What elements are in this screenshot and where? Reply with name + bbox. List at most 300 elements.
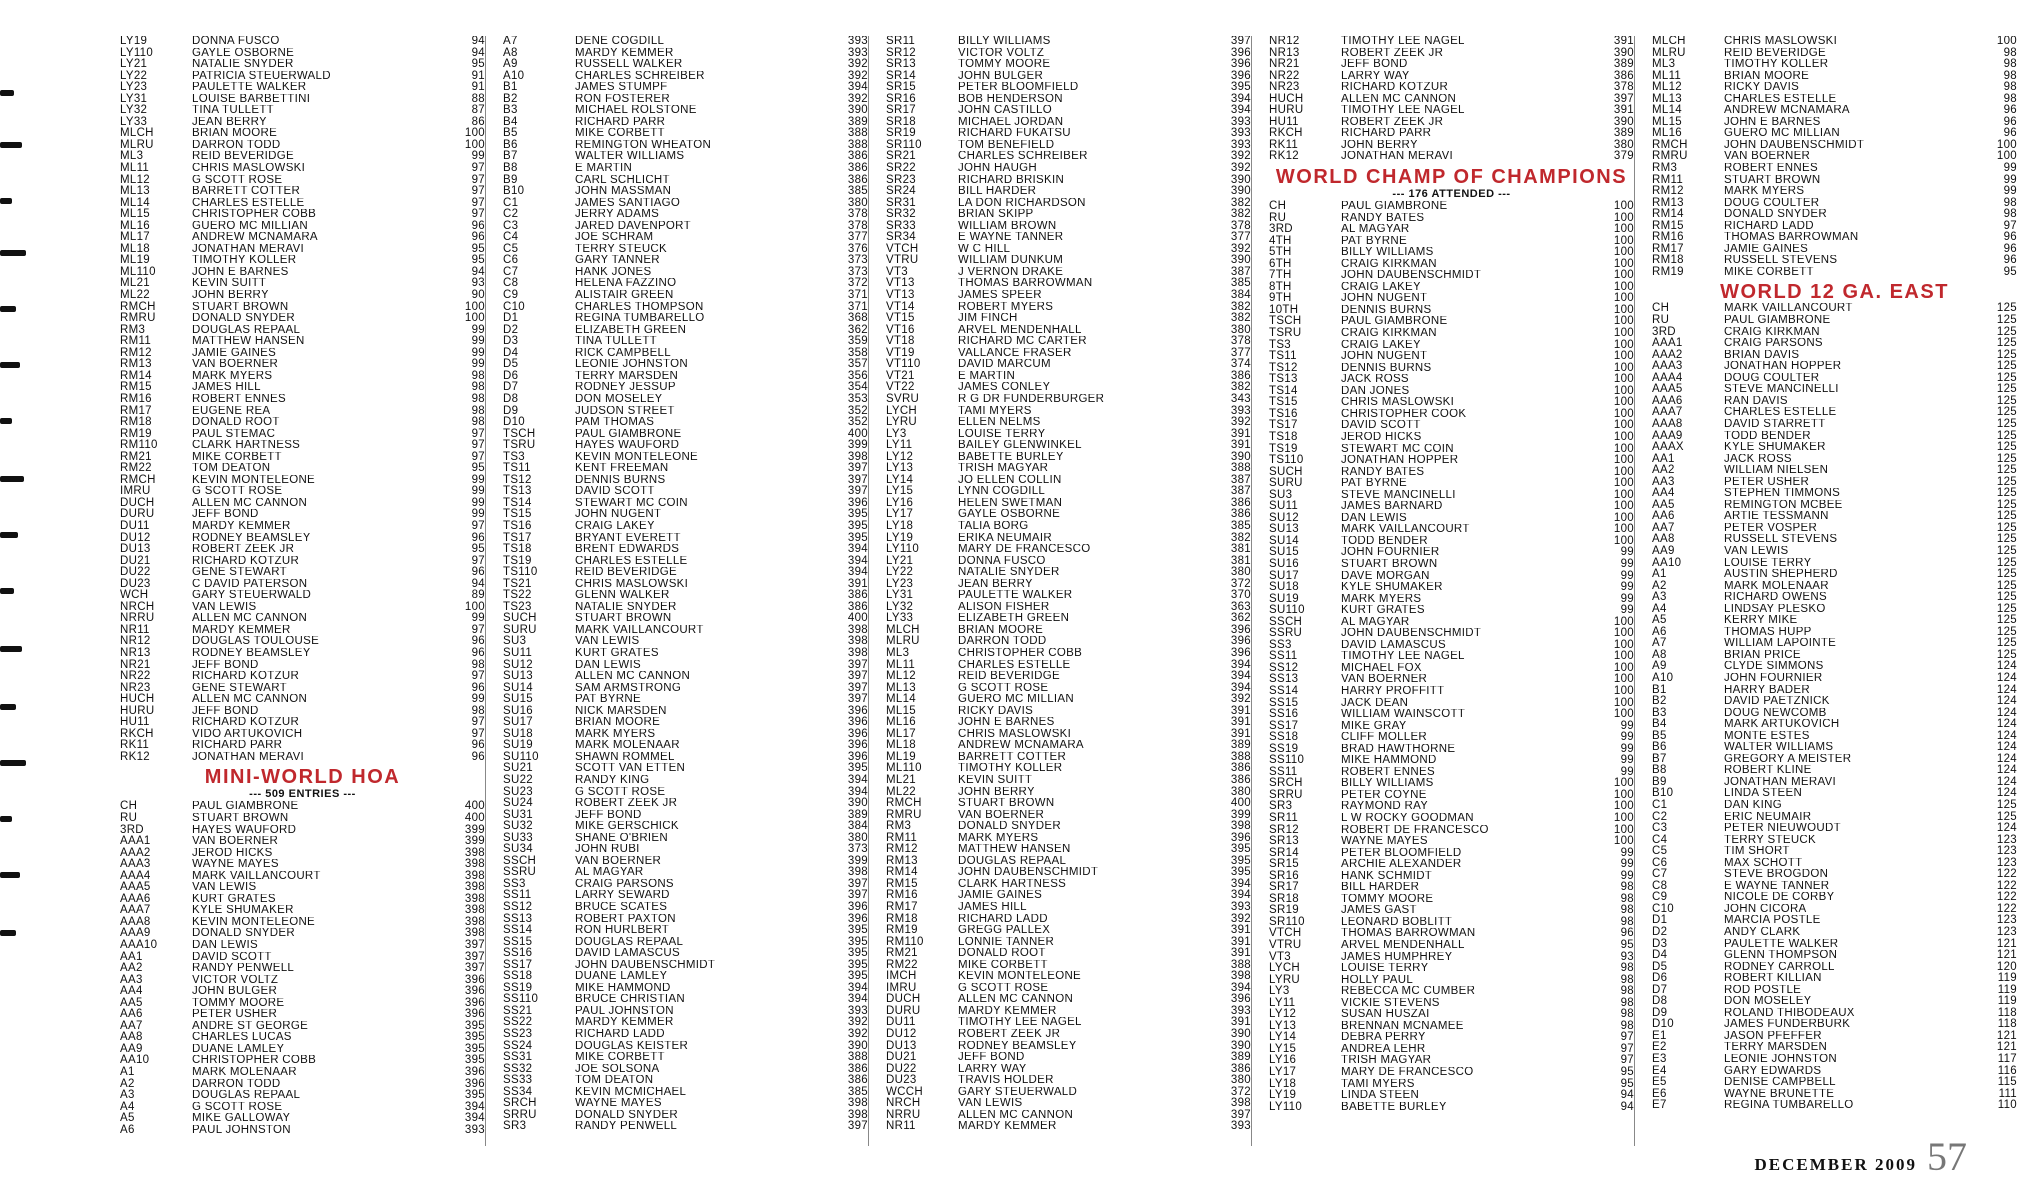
class-code: LY14 [886,473,914,486]
result-row [120,1055,485,1067]
result-row [1652,327,2017,339]
shooter-name: BRIAN PRICE [1724,649,1801,661]
entries-count: --- 509 ENTRIES --- [249,788,356,801]
class-code: SS34 [503,1085,533,1098]
class-code: SS31 [503,1051,533,1064]
class-code: SS11 [1269,765,1298,778]
class-code: VT13 [886,277,915,290]
score: 98 [471,416,485,429]
shooter-name: JAMIE GAINES [958,890,1043,902]
shooter-name: PETER USHER [192,1009,278,1021]
class-code: 3RD [1652,325,1676,338]
shooter-name: ALLEN MC CANNON [575,671,691,683]
shooter-name: CHRIS MASLOWSKI [192,163,306,175]
result-row [1652,858,2017,870]
score: 398 [847,635,868,648]
shooter-name: VAN BOERNER [958,809,1045,821]
shooter-name: L W ROCKY GOODMAN [1341,813,1474,824]
result-row [1652,985,2017,997]
shooter-name: WALTER WILLIAMS [575,151,685,163]
class-code: RM13 [1652,196,1684,209]
shooter-name: EUGENE REA [192,405,271,417]
class-code: RM12 [886,843,918,856]
class-code: 5TH [1269,246,1292,259]
class-code: RK12 [1269,150,1299,163]
score: 100 [1613,373,1634,386]
class-code: A6 [120,1123,135,1136]
result-row [120,660,485,672]
class-code: AAA1 [120,835,151,848]
shooter-name: KYLE SHUMAKER [1341,582,1443,594]
score: 395 [1230,866,1251,879]
score: 395 [464,1042,485,1055]
shooter-name: KEVIN MCMICHAEL [575,1086,687,1098]
class-code: C7 [1652,868,1668,881]
binding-edge-marks [0,80,30,980]
score: 397 [847,681,868,694]
result-row [1652,105,2017,117]
result-row [886,810,1251,822]
result-row [120,1079,485,1091]
score: 397 [464,950,485,963]
shooter-name: PAUL STEMAC [192,428,276,440]
score: 385 [847,1085,868,1098]
shooter-name: JOHN DAUBENSCHMIDT [1724,139,1865,151]
result-row [503,821,868,833]
result-row [503,556,868,568]
result-row [503,590,868,602]
shooter-name: WAYNE BRUNETTE [1724,1088,1835,1100]
score: 378 [847,219,868,232]
shooter-name: DARRON TODD [192,1078,281,1090]
shooter-name: ELIZABETH GREEN [575,324,687,336]
result-row [1652,881,2017,893]
shooter-name: CHARLES ESTELLE [958,659,1071,671]
score: 124 [1996,706,2017,719]
shooter-name: JAMES HILL [192,382,261,394]
class-code: VT21 [886,369,915,382]
shooter-name: BILL HARDER [958,186,1037,198]
class-code: ML15 [120,208,150,221]
shooter-name: JEFF BOND [192,509,259,521]
shooter-name: DAVID SCOTT [575,486,655,498]
result-row [886,752,1251,764]
score: 122 [1996,902,2017,915]
class-code: RKCH [1269,127,1303,140]
result-row [503,209,868,221]
shooter-name: PAULETTE WALKER [192,82,307,94]
result-row [503,406,868,418]
result-row [120,71,485,83]
score: 100 [464,138,485,151]
result-row [503,302,868,314]
shooter-name: PAT BYRNE [1341,235,1407,247]
class-code: LY19 [120,36,148,47]
shooter-name: KEVIN MONTELEONE [192,474,316,486]
shooter-name: GUERO MC MILLIAN [1724,128,1840,140]
class-code: SR110 [1269,915,1305,928]
score: 125 [1996,302,2017,315]
shooter-name: MIKE HAMMOND [575,982,671,994]
result-row [120,940,485,952]
result-row [886,475,1251,487]
result-row [1269,490,1634,502]
score: 396 [847,716,868,729]
result-row [886,1029,1251,1041]
score: 96 [471,531,485,544]
score: 393 [847,46,868,59]
shooter-name: DENNIS BURNS [1341,362,1432,374]
shooter-name: ERIKA NEUMAIR [958,532,1053,544]
score: 97 [471,623,485,636]
class-code: SS110 [1269,754,1305,767]
score: 100 [1613,246,1634,259]
class-code: AAA8 [1652,417,1683,430]
result-row [120,905,485,917]
class-code: SU21 [503,762,533,775]
column-4 [1269,36,1635,1146]
score: 398 [847,1108,868,1121]
class-code: TSRU [503,439,536,452]
class-code: RM14 [1652,208,1684,221]
score: 391 [1230,427,1251,440]
shooter-name: THOMAS BARROWMAN [1724,232,1859,244]
score: 99 [1620,846,1634,859]
class-code: SR110 [886,138,922,151]
shooter-name: JEFF BOND [192,659,259,671]
score: 377 [847,231,868,244]
class-code: C6 [1652,856,1668,869]
class-code: TS17 [1269,419,1298,432]
result-row [503,1075,868,1087]
shooter-name: PAUL GIAMBRONE [1724,315,1831,327]
class-code: 10TH [1269,303,1299,316]
class-code: IMRU [120,485,151,498]
shooter-name: MARK ARTUKOVICH [1724,719,1840,731]
score: 396 [1230,646,1251,659]
result-row [1652,350,2017,362]
result-row [120,556,485,568]
score: 399 [847,439,868,452]
class-code: VT110 [886,358,921,371]
shooter-name: JOE SCHRAM [575,232,654,244]
score: 352 [847,404,868,417]
shooter-name: HOLLY PAUL [1341,974,1414,986]
class-code: RM18 [886,912,918,925]
result-row [886,706,1251,718]
class-code: AA6 [1652,510,1675,523]
class-code: SR19 [886,127,916,140]
score: 387 [1230,485,1251,498]
shooter-name: JONATHAN MERAVI [192,243,305,255]
class-code: TS15 [1269,396,1298,409]
result-row [1652,950,2017,962]
result-row [1652,604,2017,616]
score: 397 [847,462,868,475]
result-row [120,613,485,625]
class-code: AAA9 [1652,429,1683,442]
score: 371 [847,300,868,313]
class-code: SS15 [503,935,533,948]
shooter-name: WILLIAM LAPOINTE [1724,638,1837,650]
shooter-name: JEFF BOND [1341,59,1408,71]
result-row [886,406,1251,418]
shooter-name: HAYES WAUFORD [575,440,680,452]
shooter-name: ALLEN MC CANNON [192,613,308,625]
result-row [886,867,1251,879]
result-row [503,36,868,48]
result-row [503,452,868,464]
class-code: ML18 [886,739,916,752]
result-row [1652,812,2017,824]
score: 392 [1230,150,1251,163]
score: 100 [1996,138,2017,151]
class-code: D5 [1652,960,1668,973]
class-code: SU110 [1269,604,1305,617]
result-row [1269,559,1634,571]
score: 124 [1996,718,2017,731]
shooter-name: RUSSELL WALKER [575,59,683,71]
result-row [1269,905,1634,917]
score: 93 [1620,950,1634,963]
class-code: A9 [1652,660,1667,673]
score: 371 [847,289,868,302]
score: 396 [464,973,485,986]
score: 378 [1230,335,1251,348]
shooter-name: DAN JONES [1341,385,1410,397]
score: 125 [1996,464,2017,477]
result-row [1652,82,2017,94]
class-code: CH [120,800,138,813]
result-row [503,71,868,83]
score: 98 [1620,985,1634,998]
shooter-name: PAUL GIAMBRONE [1341,201,1448,213]
result-row [503,255,868,267]
class-code: RM19 [886,924,918,937]
class-code: SR33 [886,219,916,232]
shooter-name: LOUISE TERRY [1724,557,1812,569]
shooter-name: LOUISE TERRY [1341,963,1429,975]
shooter-name: AL MAGYAR [1341,616,1410,628]
class-code: ML21 [886,774,916,786]
shooter-name: JASON PFEFFER [1724,1030,1822,1042]
class-code: SU17 [503,716,533,729]
score: 96 [2003,104,2017,117]
result-row [120,232,485,244]
class-code: 7TH [1269,269,1292,282]
result-row [1652,303,2017,315]
score: 392 [1230,693,1251,706]
class-code: AAA3 [1652,360,1683,373]
class-code: SR18 [886,115,916,128]
result-row [120,963,485,975]
class-code: SR18 [1269,892,1299,905]
result-row [1269,328,1634,340]
result-row [503,1087,868,1099]
result-row [886,1075,1251,1087]
score: 354 [847,381,868,394]
class-code: C9 [503,289,519,302]
score: 99 [2003,185,2017,198]
score: 394 [847,566,868,579]
class-code: SS14 [1269,684,1299,697]
shooter-name: RICHARD OWENS [1724,592,1827,604]
shooter-name: MARCIA POSTLE [1724,915,1821,927]
score: 389 [1613,127,1634,140]
result-row [1269,617,1634,629]
score: 394 [847,81,868,94]
shooter-name: DOUG COULTER [1724,372,1820,384]
score: 395 [847,508,868,521]
class-code: E2 [1652,1041,1667,1054]
class-code: D1 [1652,914,1668,927]
result-row [886,694,1251,706]
class-code: ML16 [1652,127,1682,140]
class-code: NR23 [1269,81,1300,94]
class-code: SS32 [503,1062,533,1075]
class-code: SR17 [886,104,916,117]
class-code: LY19 [886,531,914,544]
score: 125 [1996,360,2017,373]
result-row [1652,696,2017,708]
class-code: RM11 [120,335,152,348]
result-row [1652,209,2017,221]
score: 395 [464,1019,485,1032]
result-row [1269,105,1634,117]
class-code: TS11 [503,462,531,475]
result-row [1269,282,1634,294]
result-row [1652,419,2017,431]
shooter-name: CHARLES SCHREIBER [575,70,705,82]
shooter-name: SUSAN HUSZAI [1341,1009,1430,1021]
shooter-name: DOUGLAS REPAAL [958,855,1067,867]
class-code: ML14 [1652,104,1682,117]
shooter-name: RON HURLBERT [575,925,670,937]
class-code: SU19 [1269,592,1299,605]
class-code: LY16 [886,496,914,509]
score: 398 [464,927,485,940]
result-row [120,975,485,987]
result-row [1652,396,2017,408]
class-code: RMCH [1652,138,1688,151]
result-row [120,417,485,429]
result-row [1269,117,1634,129]
result-row [1269,513,1634,525]
shooter-name: E WAYNE TANNER [958,232,1064,244]
score: 386 [847,150,868,163]
class-code: SR23 [886,173,916,186]
shooter-name: PAUL JOHNSTON [192,1124,291,1136]
result-row [886,879,1251,891]
shooter-name: GLENN WALKER [575,590,670,602]
result-row [886,914,1251,926]
score: 382 [1230,208,1251,221]
score: 124 [1996,660,2017,673]
class-code: LY32 [120,104,148,117]
result-row [503,752,868,764]
shooter-name: DAVID MARCUM [958,359,1051,371]
result-row [503,763,868,775]
class-code: LY14 [1269,1031,1297,1044]
shooter-name: RICHARD BRISKIN [958,174,1065,186]
shooter-name: THOMAS BARROWMAN [958,278,1093,290]
score: 384 [1230,289,1251,302]
shooter-name: ROBERT ENNES [1341,766,1435,778]
shooter-name: G SCOTT ROSE [958,982,1049,994]
shooter-name: ROBERT ENNES [192,393,286,405]
result-row [1269,767,1634,779]
shooter-name: E MARTIN [575,163,633,175]
result-row [120,325,485,337]
shooter-name: STUART BROWN [192,813,289,824]
shooter-name: PAT BYRNE [575,694,641,706]
result-row [503,429,868,441]
class-code: C5 [503,242,519,255]
result-row [1652,488,2017,500]
shooter-name: KEVIN SUITT [192,278,267,290]
shooter-name: VAN BOERNER [192,836,279,848]
result-row [503,1006,868,1018]
shooter-name: ROBERT MYERS [958,301,1054,313]
result-row [503,683,868,695]
score: 100 [1613,384,1634,397]
class-code: SRCH [1269,777,1303,790]
shooter-name: JOHN BERRY [192,290,269,302]
score: 100 [1613,777,1634,790]
score: 390 [847,104,868,117]
class-code: HU11 [1269,115,1299,128]
class-code: DU11 [120,519,150,532]
result-row [886,36,1251,48]
class-code: SS16 [1269,708,1299,721]
result-row [1652,523,2017,535]
class-code: SURU [1269,477,1303,490]
result-row [503,232,868,244]
class-code: LY22 [886,566,914,579]
class-code: SS18 [1269,731,1299,744]
class-code: B9 [1652,775,1667,788]
class-code: ML110 [120,265,156,278]
shooter-name: LA DON RICHARDSON [958,197,1086,209]
score: 387 [1230,265,1251,278]
shooter-name: RICKY DAVIS [1724,82,1800,94]
class-code: RMCH [120,473,156,486]
shooter-name: ANDRE ST GEORGE [192,1020,309,1032]
class-code: E3 [1652,1053,1667,1066]
result-row [503,313,868,325]
class-code: AA1 [120,950,143,963]
shooter-name: MARDY KEMMER [575,47,674,59]
class-code: RM19 [1652,265,1684,278]
class-code: B3 [503,104,518,117]
class-code: SR34 [886,231,916,244]
score: 362 [847,323,868,336]
score: 382 [1230,312,1251,325]
shooter-name: JOE SOLSONA [575,1063,660,1075]
result-row [1269,547,1634,559]
class-code: VT3 [886,265,908,278]
shooter-name: BRIAN SKIPP [958,209,1034,221]
shooter-name: MIKE GRAY [1341,720,1407,732]
class-code: C5 [1652,845,1668,858]
shooter-name: RICHARD KOTZUR [1341,82,1449,94]
score: 100 [1613,615,1634,628]
score: 125 [1996,441,2017,454]
shooter-name: HARRY BADER [1724,684,1810,696]
score: 373 [847,254,868,267]
class-code: RM18 [1652,254,1684,267]
shooter-name: DENISE CAMPBELL [1724,1077,1836,1089]
